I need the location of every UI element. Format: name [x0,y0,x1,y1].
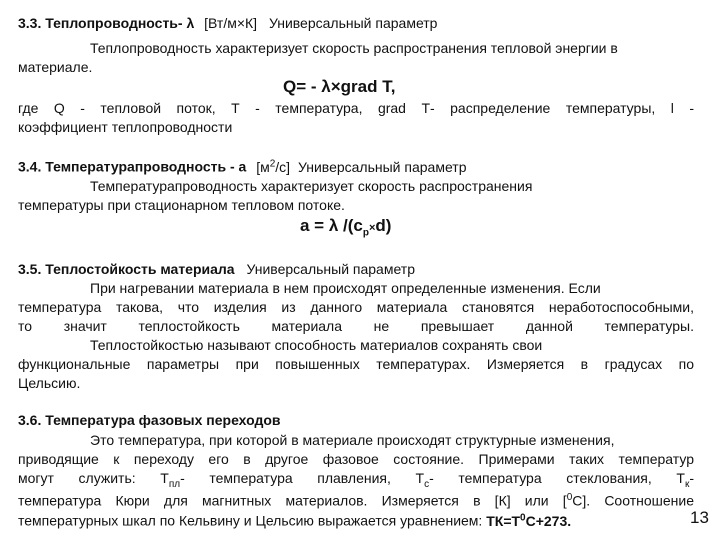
section-3-6-line-3: могут служить: $Т_{пл}-$ температура плавления, $Т_с-$ температура стеклования, $Т_к-$ [18,470,694,490]
section-3-3-where-1: где Q - тепловой поток, Т - температура, grad Т- распределение температуры, l - [18,100,694,116]
section-3-6-line-1: Это температура, при которой в материале происходят структурные изменения, [90,432,615,448]
section-3-6-line-5: температурных шкал по Кельвину и Цельсию выражается уравнением: $ТК=Т^0С+273$. [18,512,572,529]
section-3-4-header [18,155,466,176]
section-3-3-param: Универсальный параметр [268,15,438,31]
section-3-3-heading: 3.3. Теплопроводность- λ [18,15,195,31]
section-3-5-line-1: При нагревании материала в нем происходят определенные изменения. Если [90,280,601,296]
page-number: 13 [690,508,709,527]
section-3-3-text-1: Теплопроводность характеризует скорость распространения тепловой энергии в [90,40,618,56]
section-3-5-line-4: Теплостойкостью называют способность материалов сохранять свои [90,337,543,353]
section-3-5-header [18,260,415,278]
section-3-5-heading: 3.5. Теплостойкость материала [18,261,235,277]
formula-heat-flux: Q= - λ×grad T, [283,77,396,96]
section-3-5-line-3: то значит теплостойкость материала не превышает данной температуры. [18,318,694,334]
section-3-4-text-1: Температурапроводность характеризует скорость распространения [90,178,533,194]
section-3-3-where-2: коэффициент теплопроводности [18,119,233,135]
section-3-3-text-2: материале. [18,59,93,75]
section-3-6-heading: 3.6. Температура фазовых переходов [18,412,281,428]
section-3-5-line-2: температура такова, что изделия из данного материала становятся неработоспособными, [18,299,694,315]
section-3-5-line-5: функциональные параметры при повышенных температурах. Измеряется в градусах по [18,356,694,372]
section-3-3-unit: [Вт/м×К] [204,15,258,31]
section-3-4-text-2: температуры при стационарном тепловом потоке. [18,197,345,213]
section-3-5-param: Универсальный параметр [246,261,415,277]
formula-kelvin-celsius: $ТК=Т^0С+273$. [486,512,572,529]
section-3-6-line-2: приводящие к переходу его в другое фазовое состояние. Примерами таких температур [18,451,694,467]
section-3-3-header [18,14,437,32]
section-3-4-heading: 3.4. Температурапроводность - а [18,158,247,175]
section-3-4-param: Универсальный параметр [297,158,467,175]
formula-diffusivity: а = λ $/(с_р\times d)$ [300,216,392,239]
section-3-6-line-4: температура Кюри для магнитных материалов. Измеряется в [К] или [$^0$С]. Соотношение [18,492,694,509]
section-3-5-line-6: Цельсию. [18,375,81,391]
section-3-4-unit: $[м^2/с]$ [256,158,291,175]
